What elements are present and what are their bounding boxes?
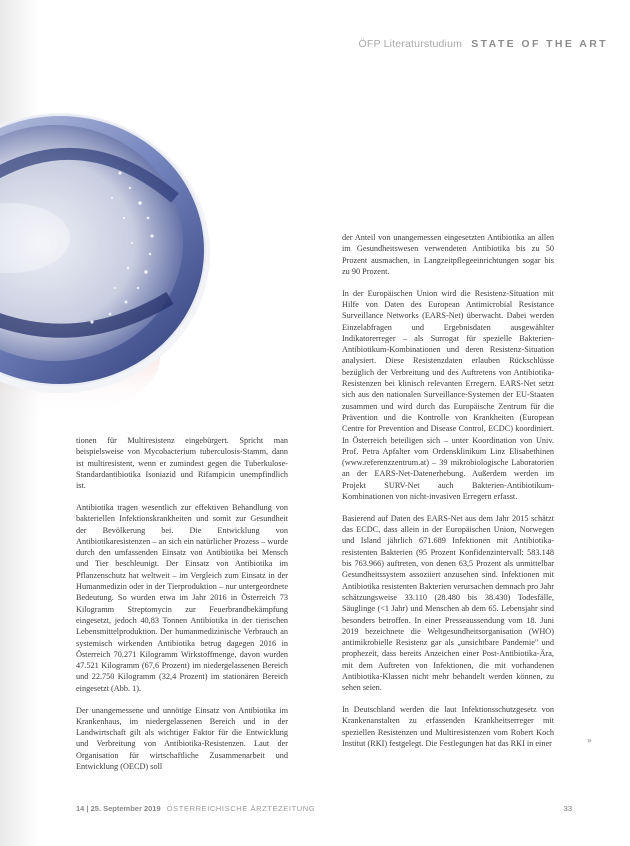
left-paragraph-1: tionen für Multiresistenz eingebürgert. Spricht man beispielsweise von Mycobacterium tuberculosis-Stamm, dann ist multiresistent, wenn er zumindest gegen die Tuberkulose-Standardantibiotika Isoniazid und Rifampicin unempfindlich ist. (76, 436, 288, 491)
page-number: 33 (563, 804, 572, 813)
footer-issue: 14 | 25. September 2019 (76, 804, 161, 813)
right-paragraph-1: der Anteil von unangemessen eingesetzten Antibiotika an allen im Gesundheitswesen verwendeten Antibiotika bis zu 50 Prozent ausmachen, in Langzeitpflegeeinrichtungen sogar bis zu 90 Prozent. (342, 233, 554, 276)
petri-dish-photo (0, 78, 215, 418)
page-header (358, 38, 608, 50)
header-column-title: ÖFP Literaturstudium (358, 38, 463, 50)
footer-publication: ÖSTERREICHISCHE ÄRZTEZEITUNG (166, 804, 316, 813)
right-paragraph-3: Basierend auf Daten des EARS-Net aus dem Jahr 2015 schätzt das ECDC, dass allein in der Europäischen Union, Norwegen und Island jährlich 671.689 Infektionen mit Antibiotika-resistenten Bakterien (95 Prozent Konfidenzintervall: 583.148 bis 763.966) auftreten, von denen 63,5 Prozent als unmittelbar Gesundheitssystem assoziiert anzusehen sind. Infektionen mit Antibiotika resistenten Bakterien verursachen demnach pro Jahr schätzungsweise 33.110 (28.480 bis 38.430) Todesfälle, Säuglinge (<1 Jahr) und Menschen ab dem 65. Lebensjahr sind besonders betroffen. In einer Presseaussendung vom 18. Juni 2019 bezeichnete die Weltgesundheitsorganisation (WHO) antimikrobielle Resistenz gar als „unsichtbare Pandemie" und prophezeit, dass bereits Anzeichen einer Post-Antibiotika-Ära, mit dem Auftreten von Infektionen, die mit vorhandenen Antibiotika-Klassen nicht mehr behandelt werden können, zu sehen seien. (342, 513, 554, 693)
right-paragraph-4: In Deutschland werden die laut Infektionsschutzgesetz von Krankenanstalten zu erfassenden Krankheitserreger mit speziellen Resistenzen und Multiresistenzen vom Robert Koch Institut (RKI) festgelegt. Die Festlegungen hat das RKI in einer (342, 705, 554, 748)
article-right-column (342, 232, 554, 760)
left-paragraph-2: Antibiotika tragen wesentlich zur effektiven Behandlung von bakteriellen Infektionskrankheiten und somit zur Gesundheit der Bevölkerung bei. Die Entwicklung von Antibiotikaresistenzen – an sich ein natürlicher Prozess – wurde durch den umfassenden Einsatz von Antibiotika bei Mensch und Tier beschleunigt. Der Einsatz von Antibiotika im Pflanzenschutz hat weltweit – im Vergleich zum Einsatz in der Humanmedizin oder in der Tierproduktion – nur untergeordnete Bedeutung. So wurden etwa im Jahr 2016 in Österreich 73 Kilogramm Streptomycin zur Feuerbrandbekämpfung eingesetzt, jedoch 40,83 Tonnen Antibiotika in der tierischen Lebensmittelproduktion. Der humanmedizinische Verbrauch an systemisch wirkenden Antibiotika betrug dagegen 2016 in Österreich 70.271 Kilogramm Wirkstoffmenge, davon wurden 47.521 Kilogramm (67,6 Prozent) im niedergelassenen Bereich und 22.750 Kilogramm (32,4 Prozent) im stationären Bereich eingesetzt (Abb. 1). (76, 502, 288, 693)
page-footer (76, 804, 590, 813)
right-paragraph-2: In der Europäischen Union wird die Resistenz-Situation mit Hilfe von Daten des European Antimicrobial Resistance Surveillance Networks (EARS-Net) überwacht. Dabei werden Einzelabfragen und Ergebnisdaten ausgewählter Indikatorerreger – als Surrogat für spezielle Bakterien-Antibiotikum-Kombinationen und deren Resistenz-Situation analysiert. Diese Resistenzdaten erlauben Rückschlüsse bezüglich der Verbreitung und des Auftretens von Antibiotika-Resistenzen bei klinisch relevanten Erregern. EARS-Net setzt sich aus den nationalen Surveillance-Systemen der EU-Staaten zusammen und wird durch das Europäische Zentrum für die Prävention und die Kontrolle von Krankheiten (European Centre for Prevention and Disease Control, ECDC) koordiniert. In Österreich beteiligen sich – unter Koordination von Univ. Prof. Petra Apfalter vom Ordensklinikum Linz Elisabethinen (www.referenzzentrum.at) – 39 mikrobiologische Laboratorien an der EARS-Net-Datenerhebung. Außerdem werden im Projekt SURV-Net auch Bakterien-Antibiotikum-Kombinationen von nicht-invasiven Erregern erfasst. (342, 288, 554, 502)
article-left-column (76, 435, 288, 783)
continue-arrow-icon: » (587, 736, 592, 745)
left-paragraph-3: Der unangemessene und unnötige Einsatz von Antibiotika im Krankenhaus, im niedergelassenen Bereich und in der Landwirtschaft gilt als wichtiger Faktor für die Entwicklung und Verbreitung von Antibiotika-Resistenzen. Laut der Organisation für wirtschaftliche Zusammenarbeit und Entwicklung (OECD) soll (76, 705, 288, 772)
header-section-title: STATE OF THE ART (471, 38, 608, 50)
